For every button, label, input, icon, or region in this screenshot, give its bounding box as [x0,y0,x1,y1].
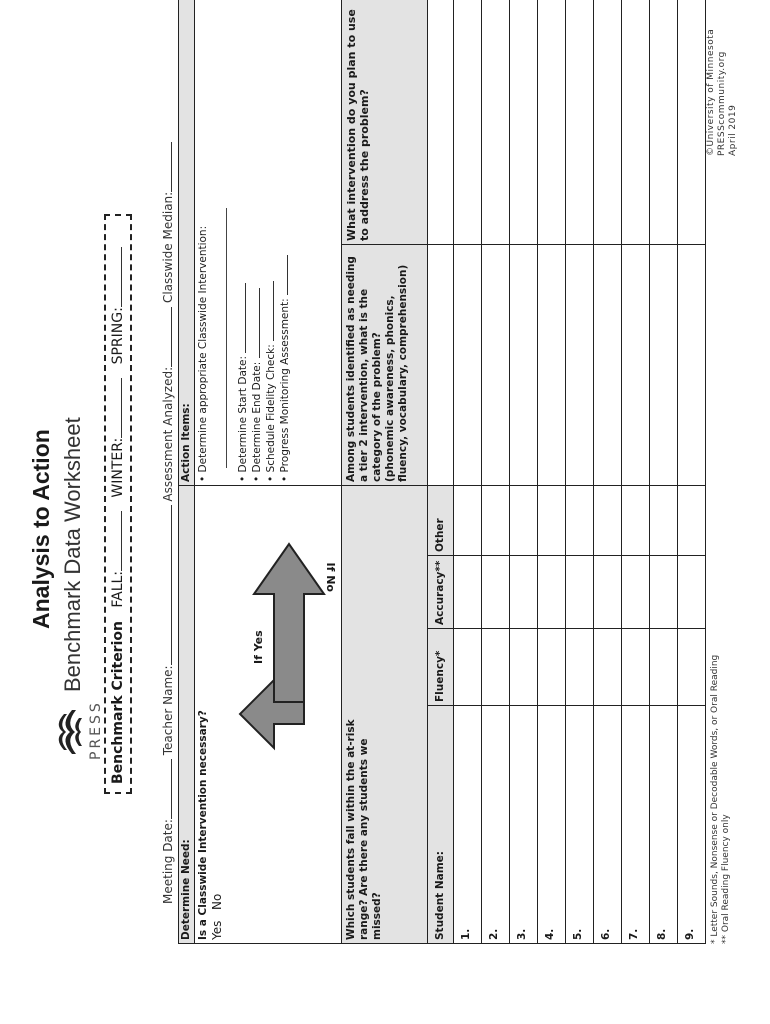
row-number: 5. [572,928,584,940]
action-item-5: • Progress Monitoring Assessment: [276,255,292,482]
q1-text: Which students fall within the at-risk range? Are there any students we missed? [345,719,383,940]
action-item-1-text: Determine appropriate Classwide Intervention: [197,225,209,473]
page-title: Analysis to Action [28,429,54,629]
no-option[interactable]: No [210,893,224,910]
meeting-date-label: Meeting Date: [161,819,175,904]
footnote-1: * Letter Sounds, Nonsense or Decodable Words, or Oral Reading [710,654,720,944]
progress-text: Progress Monitoring Assessment: [279,298,291,473]
credit-date: April 2019 [728,104,738,156]
row-number: 8. [656,928,668,940]
benchmark-criterion-box [104,214,132,794]
assessment-field[interactable] [160,307,172,367]
arrow-icon [234,534,334,754]
meta-row [160,142,175,904]
action-items-header: Action Items: [180,403,192,482]
fluency-header: Fluency* [434,650,446,702]
row-number: 2. [488,928,500,940]
fall-label: FALL: [110,570,126,608]
fidelity-field[interactable] [262,281,274,341]
median-label: Classwide Median: [161,191,175,304]
q2-text [345,250,410,482]
credit-website: PRESScommunity.org [717,51,727,156]
student-name-header: Student Name: [434,851,446,940]
start-date-text: Determine Start Date: [237,355,249,473]
logo-text: PRESS [88,700,104,760]
credit-university: ©University of Minnesota [706,28,716,156]
row-number: 7. [628,928,640,940]
row-number: 6. [600,928,612,940]
assessment-label: Assessment Analyzed: [161,366,175,502]
accuracy-header: Accuracy** [434,560,446,625]
book-icon [50,702,90,762]
row-number: 3. [516,928,528,940]
teacher-name-field[interactable] [160,505,172,665]
worksheet-grid [178,0,716,944]
classwide-question: Is a Classwide Intervention necessary? [197,710,209,940]
if-yes-label: If Yes [252,630,265,664]
start-date-field[interactable] [234,283,246,353]
q3-text: What intervention do you plan to use to address the problem? [345,9,371,241]
other-header: Other [434,518,446,552]
end-date-field[interactable] [248,288,260,358]
meeting-date-field[interactable] [160,759,172,819]
fidelity-text: Schedule Fidelity Check: [265,344,277,473]
action-item-2: • Determine Start Date: [234,283,250,482]
median-field[interactable] [160,142,172,192]
decision-arrow [234,534,337,754]
action-item-1: • Determine appropriate Classwide Intervention: [197,225,209,482]
footnote-2: ** Oral Reading Fluency only [721,814,731,944]
criterion-label: Benchmark Criterion [110,621,126,784]
winter-field[interactable] [110,378,122,438]
action-item-4: • Schedule Fidelity Check: [262,281,278,482]
press-logo [50,702,110,762]
yes-option[interactable]: Yes [210,920,224,940]
winter-label: WINTER: [110,437,126,498]
page-subtitle: Benchmark Data Worksheet [60,417,85,692]
teacher-name-label: Teacher Name: [161,665,175,756]
spring-field[interactable] [110,247,122,307]
q2-main: Among students identified as needing a tier 2 intervention, what is the category of the problem? [345,256,383,482]
end-date-text: Determine End Date: [251,361,263,473]
action-item-3: • Determine End Date: [248,288,264,482]
row-number: 1. [460,928,472,940]
row-number: 4. [544,928,556,940]
row-number: 9. [684,928,696,940]
q2-sub: (phonemic awareness, phonics, fluency, vocabulary, comprehension) [384,264,409,482]
if-no-label: If No [324,562,337,592]
progress-field[interactable] [276,255,288,295]
determine-need-header: Determine Need: [180,839,192,940]
fall-field[interactable] [110,511,122,571]
spring-label: SPRING: [110,307,126,365]
